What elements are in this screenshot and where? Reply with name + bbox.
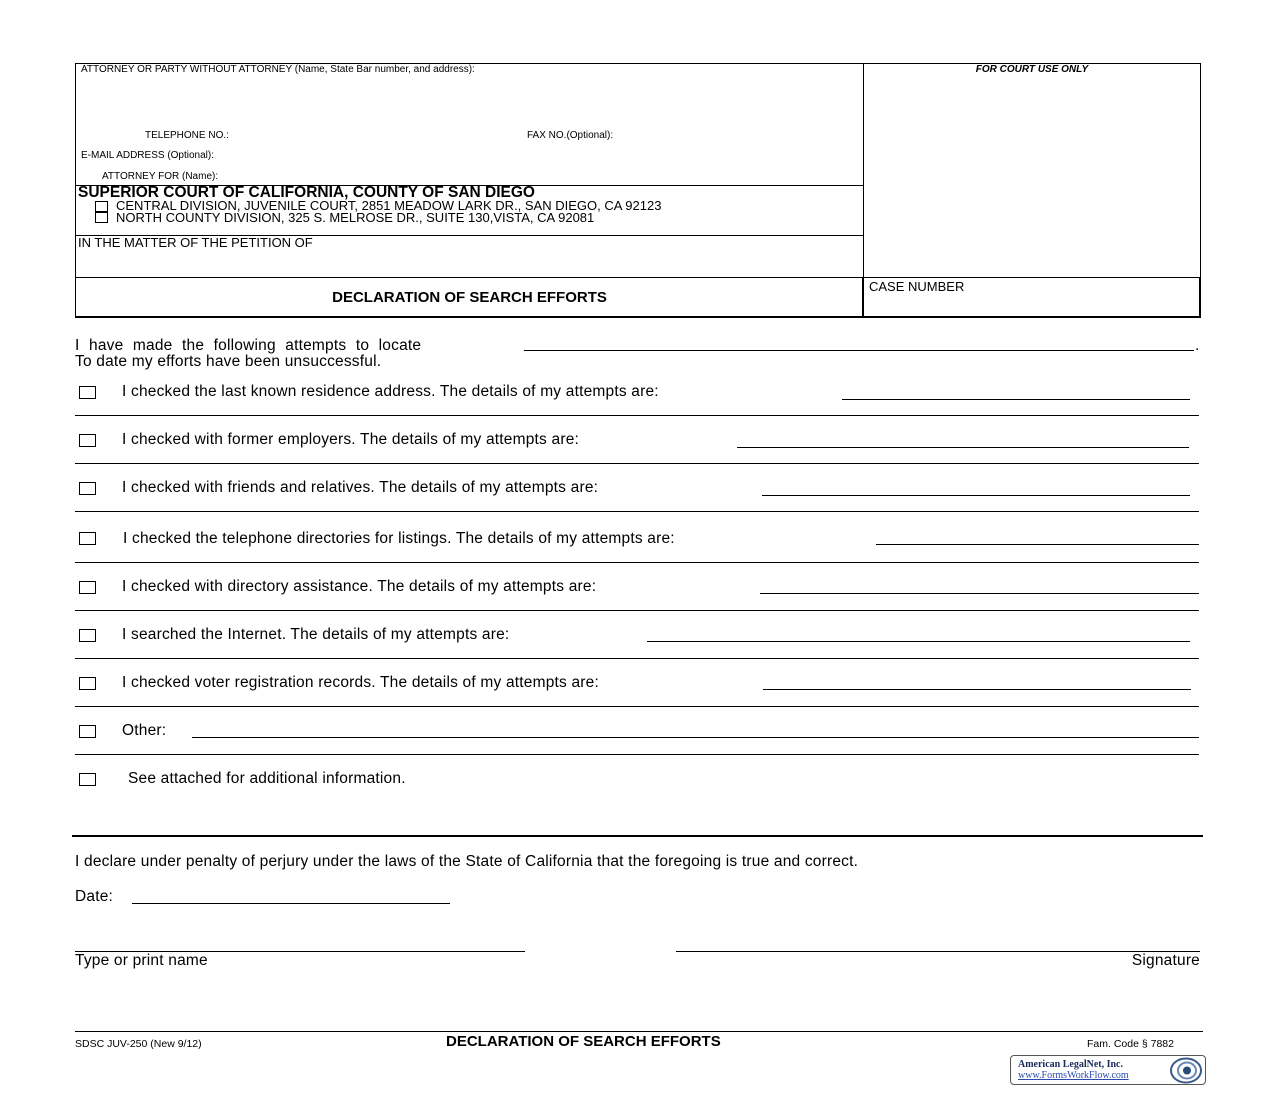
intro-line-2: To date my efforts have been unsuccessful. [75,353,382,370]
directory-assistance-details-field[interactable] [760,593,1199,594]
central-division-label: CENTRAL DIVISION, JUVENILE COURT, 2851 MEADOW LARK DR., SAN DIEGO, CA 92123 [116,198,662,213]
internet-label: I searched the Internet. The details of my attempts are: [122,626,510,643]
telephone-directories-details-line-2[interactable] [75,562,1199,563]
other-checkbox[interactable] [79,725,96,738]
directory-assistance-checkbox[interactable] [79,581,96,594]
footer-divider [75,1031,1203,1032]
case-number-label: CASE NUMBER [869,279,965,294]
telephone-directories-label: I checked the telephone directories for listings. The details of my attempts are: [123,530,675,547]
internet-details-line-2[interactable] [75,658,1199,659]
date-field[interactable] [132,903,450,904]
directory-assistance-details-line-2[interactable] [75,610,1199,611]
intro-line-1: I have made the following attempts to locate [75,337,422,354]
attorney-box [75,63,864,186]
residence-details-field[interactable] [842,399,1190,400]
friends-checkbox[interactable] [79,482,96,495]
telephone-directories-checkbox[interactable] [79,532,96,545]
attorney-label: ATTORNEY OR PARTY WITHOUT ATTORNEY (Name, State Bar number, and address): [81,64,475,75]
footer-form-id: SDSC JUV-250 (New 9/12) [75,1038,202,1050]
signature-label: Signature [1131,952,1200,969]
footer-title: DECLARATION OF SEARCH EFFORTS [446,1033,721,1050]
intro-period: . [1195,337,1200,354]
other-details-field[interactable] [192,737,1199,738]
internet-details-field[interactable] [647,641,1190,642]
court-use-box [863,63,1201,278]
see-attached-label: See attached for additional information. [128,770,406,787]
logo-company-name: American LegalNet, Inc. [1018,1059,1123,1070]
employers-checkbox[interactable] [79,434,96,447]
directory-assistance-label: I checked with directory assistance. The details of my attempts are: [122,578,597,595]
residence-details-line-2[interactable] [75,415,1199,416]
telephone-directories-details-field[interactable] [876,544,1199,545]
voter-registration-details-line-2[interactable] [75,706,1199,707]
form-title: DECLARATION OF SEARCH EFFORTS [332,289,607,306]
american-legalnet-logo[interactable] [1010,1055,1206,1085]
fax-label: FAX NO.(Optional): [527,130,614,141]
court-use-label: FOR COURT USE ONLY [975,64,1089,75]
globe-icon [1169,1057,1203,1084]
court-name: SUPERIOR COURT OF CALIFORNIA, COUNTY OF SAN DIEGO [78,184,535,201]
employers-details-line-2[interactable] [75,463,1199,464]
voter-registration-label: I checked voter registration records. The details of my attempts are: [122,674,599,691]
friends-details-field[interactable] [762,495,1190,496]
print-name-label: Type or print name [75,952,208,969]
other-details-line-2[interactable] [75,754,1199,755]
employers-label: I checked with former employers. The details of my attempts are: [122,431,580,448]
logo-website-link[interactable]: www.FormsWorkFlow.com [1018,1070,1129,1081]
residence-checkbox[interactable] [79,386,96,399]
telephone-label: TELEPHONE NO.: [145,130,229,141]
footer-code: Fam. Code § 7882 [1087,1038,1174,1050]
section-divider [72,835,1203,837]
north-county-label: NORTH COUNTY DIVISION, 325 S. MELROSE DR., SUITE 130,VISTA, CA 92081 [116,210,595,225]
see-attached-checkbox[interactable] [79,773,96,786]
matter-label: IN THE MATTER OF THE PETITION OF [78,235,313,250]
attorney-for-label: ATTORNEY FOR (Name): [102,171,219,182]
friends-label: I checked with friends and relatives. The details of my attempts are: [122,479,599,496]
locate-name-field[interactable] [524,350,1194,351]
email-label: E-MAIL ADDRESS (Optional): [81,150,215,161]
voter-registration-details-field[interactable] [763,689,1191,690]
friends-details-line-2[interactable] [75,511,1199,512]
declaration-statement: I declare under penalty of perjury under the laws of the State of California that the foregoing is true and correct. [75,853,859,870]
north-county-checkbox[interactable] [95,212,108,223]
central-division-checkbox[interactable] [95,201,108,212]
date-label: Date: [75,888,114,905]
voter-registration-checkbox[interactable] [79,677,96,690]
internet-checkbox[interactable] [79,629,96,642]
employers-details-field[interactable] [737,447,1189,448]
other-label: Other: [122,722,167,739]
residence-label: I checked the last known residence address. The details of my attempts are: [122,383,659,400]
